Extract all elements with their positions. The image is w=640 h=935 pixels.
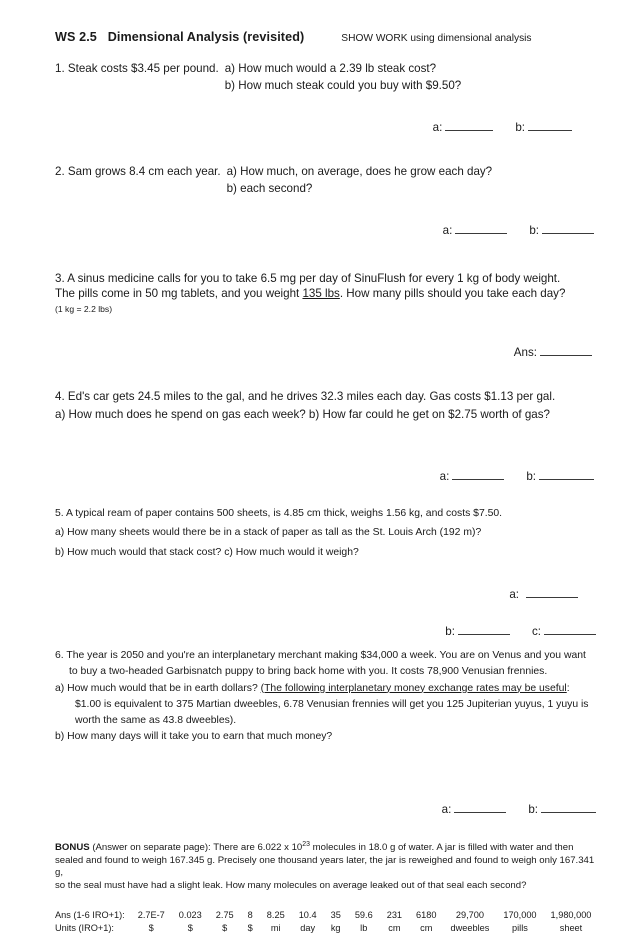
bonus-line-1 — [55, 842, 600, 855]
answer-blank-4a[interactable] — [440, 468, 505, 483]
answer-blank-5b-label: b: — [445, 625, 455, 639]
answer-key-unit: mi — [270, 923, 281, 934]
answer-blank-4b-line[interactable] — [539, 468, 594, 480]
answer-blank-1b-line[interactable] — [528, 119, 572, 131]
worksheet-header — [55, 30, 600, 44]
question-3-line-2-post: . How many pills should you take each day? — [339, 287, 566, 301]
answer-key-values-row — [55, 909, 598, 922]
answer-blank-2a-label: a: — [442, 224, 453, 238]
question-3 — [55, 271, 600, 315]
answer-key-value: 8 — [247, 909, 253, 920]
answer-key-value: 2.75 — [215, 909, 234, 920]
answer-key-value: 10.4 — [298, 909, 317, 920]
answer-key-units-row — [55, 922, 598, 935]
question-3-weight-value: 135 lbs — [302, 287, 340, 301]
answer-key-value: 35 — [330, 909, 341, 920]
question-1-part-a: a) How much would a 2.39 lb steak cost? — [224, 62, 437, 75]
answer-blank-5a-label: a: — [509, 588, 519, 602]
question-5-part-a: a) How many sheets would there be in a stack of paper as tall as the St. Louis Arch (192 m)? — [55, 527, 482, 539]
answer-blank-3-line[interactable] — [540, 344, 592, 356]
answer-blank-4a-line[interactable] — [452, 468, 504, 480]
answer-blank-4a-label: a: — [439, 469, 450, 483]
question-6-rates-line-1: $1.00 is equivalent to 375 Martian dweebles, 6.78 Venusian frennies will get you 125 Jupiterian yuyus, 1 yuyu is — [75, 698, 589, 710]
question-2-subparts — [227, 164, 493, 196]
question-2-part-a: a) How much, on average, does he grow each day? — [226, 165, 493, 179]
bonus-line-2: sealed and found to weigh 167.345 g. Precisely one thousand years later, the jar is reweighed and found to weigh only 167.341 g, — [55, 854, 595, 879]
page-title: WS 2.5 Dimensional Analysis (revisited) — [55, 30, 305, 44]
question-5-line-1: 5. A typical ream of paper contains 500 sheets, is 4.85 cm thick, weighs 1.56 kg, and costs $7.50. — [55, 507, 503, 519]
answer-key-value: 6180 — [416, 909, 437, 920]
question-1 — [55, 61, 600, 93]
answer-key-unit: sheet — [559, 923, 583, 934]
question-2-answer-row — [55, 222, 600, 237]
bonus-text-part-1: (Answer on separate page): There are 6.022 x 10 — [89, 842, 303, 854]
answer-blank-5c-line[interactable] — [544, 623, 596, 635]
worksheet-content — [55, 30, 600, 935]
answer-key-unit: $ — [222, 923, 228, 934]
answer-key-value: 59.6 — [354, 909, 373, 920]
answer-blank-1b[interactable] — [515, 119, 572, 134]
answer-blank-5b[interactable] — [445, 623, 510, 638]
bonus-line-3: so the seal must have had a slight leak. How many molecules on average leaked out of that seal each second? — [55, 880, 527, 892]
answer-key-unit: dweebles — [450, 923, 490, 934]
bonus-exponent: 23 — [302, 840, 310, 848]
question-3-line-2 — [55, 286, 600, 301]
answer-key-unit: kg — [330, 923, 341, 934]
answer-blank-4b[interactable] — [526, 468, 594, 483]
question-4-answer-row — [55, 468, 600, 483]
answer-blank-5a-line[interactable] — [526, 586, 578, 598]
answer-key — [55, 909, 600, 935]
question-6-exchange-note: (The following interplanetary money exchange rates may be useful — [260, 682, 567, 694]
question-3-line-2-pre: The pills come in 50 mg tablets, and you weight — [55, 287, 303, 301]
question-1-subparts — [225, 61, 462, 93]
answer-blank-3[interactable] — [514, 344, 592, 359]
answer-key-value: 1,980,000 — [550, 909, 592, 920]
header-instruction: SHOW WORK using dimensional analysis — [341, 33, 532, 44]
answer-key-unit: lb — [360, 923, 368, 934]
answer-blank-6b-label: b: — [528, 803, 538, 817]
answer-blank-2b[interactable] — [529, 222, 594, 237]
answer-key-value: 8.25 — [266, 909, 285, 920]
question-6-answer-row — [55, 801, 600, 816]
answer-blank-6a-line[interactable] — [454, 801, 506, 813]
answer-key-unit: day — [300, 923, 316, 934]
answer-blank-1b-label: b: — [515, 121, 525, 135]
answer-key-value: 170,000 — [503, 909, 537, 920]
question-4 — [55, 389, 600, 422]
answer-key-units-label: Units (IRO+1): — [55, 923, 114, 934]
answer-blank-2a[interactable] — [443, 222, 508, 237]
answer-blank-2a-line[interactable] — [455, 222, 507, 234]
question-5-answer-row-a — [55, 586, 600, 601]
question-4-line-2: a) How much does he spend on gas each week? b) How far could he get on $2.75 worth of gas? — [55, 407, 550, 421]
question-3-line-1: 3. A sinus medicine calls for you to take 6.5 mg per day of SinuFlush for every 1 kg of body weight. — [55, 272, 561, 286]
answer-blank-1a[interactable] — [433, 119, 494, 134]
question-6-part-a-pre: a) How much would that be in earth dollars? — [55, 682, 261, 694]
question-1-answer-row — [55, 119, 600, 134]
question-1-stem: 1. Steak costs $3.45 per pound. — [55, 62, 219, 75]
question-5-part-bc: b) How much would that stack cost? c) How much would it weigh? — [55, 546, 359, 558]
answer-key-value: 29,700 — [455, 909, 484, 920]
answer-blank-2b-line[interactable] — [542, 222, 594, 234]
answer-blank-5a[interactable] — [509, 586, 578, 601]
question-1-part-b: b) How much steak could you buy with $9.50? — [224, 79, 462, 93]
bonus-section — [55, 842, 600, 893]
answer-key-unit: cm — [420, 923, 433, 934]
answer-blank-6a-label: a: — [441, 803, 452, 817]
question-2-part-b: b) each second? — [226, 182, 313, 196]
answer-blank-2b-label: b: — [529, 224, 539, 238]
answer-key-value: 231 — [386, 909, 403, 920]
answer-key-value: 0.023 — [178, 909, 202, 920]
answer-key-unit: pills — [512, 923, 528, 934]
answer-blank-6b-line[interactable] — [541, 801, 596, 813]
answer-key-value: 2.7E-7 — [137, 909, 165, 920]
answer-blank-4b-label: b: — [526, 469, 536, 483]
question-6-rates-line-2: worth the same as 43.8 dweebles). — [75, 714, 237, 726]
question-6-part-a — [55, 681, 600, 697]
answer-blank-6a[interactable] — [442, 801, 507, 816]
answer-blank-3-label: Ans: — [513, 345, 537, 359]
question-3-conversion-note: (1 kg = 2.2 lbs) — [55, 304, 113, 315]
bonus-label: BONUS — [55, 842, 90, 854]
question-3-answer-row — [55, 344, 600, 359]
answer-blank-6b[interactable] — [528, 801, 596, 816]
question-6-part-a-post: : — [566, 682, 570, 694]
answer-blank-1a-label: a: — [432, 121, 443, 135]
answer-blank-5b-line[interactable] — [458, 623, 510, 635]
answer-key-unit: $ — [148, 923, 154, 934]
question-6-part-b: b) How many days will it take you to earn that much money? — [55, 730, 333, 742]
question-2 — [55, 164, 600, 196]
question-5-answer-row-bc — [55, 623, 600, 638]
question-6 — [55, 648, 600, 745]
answer-key-unit: cm — [388, 923, 401, 934]
answer-blank-5c-label: c: — [531, 625, 541, 639]
question-6-line-1: 6. The year is 2050 and you're an interplanetary merchant making $34,000 a week. You are on Venus and you want — [55, 650, 586, 662]
answer-key-unit: $ — [247, 923, 253, 934]
answer-key-values-label: Ans (1-6 IRO+1): — [55, 909, 125, 920]
question-6-line-2: to buy a two-headed Garbisnatch puppy to bring back home with you. It costs 78,900 Venusian frennies. — [69, 666, 548, 678]
question-5 — [55, 507, 600, 561]
answer-key-table — [55, 909, 598, 935]
question-4-line-1: 4. Ed's car gets 24.5 miles to the gal, and he drives 32.3 miles each day. Gas costs $1.13 per gal. — [55, 389, 556, 403]
bonus-text-part-2: molecules in 18.0 g of water. A jar is filled with water and then — [309, 842, 574, 854]
answer-blank-5c[interactable] — [532, 623, 596, 638]
question-2-stem: 2. Sam grows 8.4 cm each year. — [55, 165, 221, 179]
answer-key-unit: $ — [187, 923, 193, 934]
answer-blank-1a-line[interactable] — [445, 119, 493, 131]
